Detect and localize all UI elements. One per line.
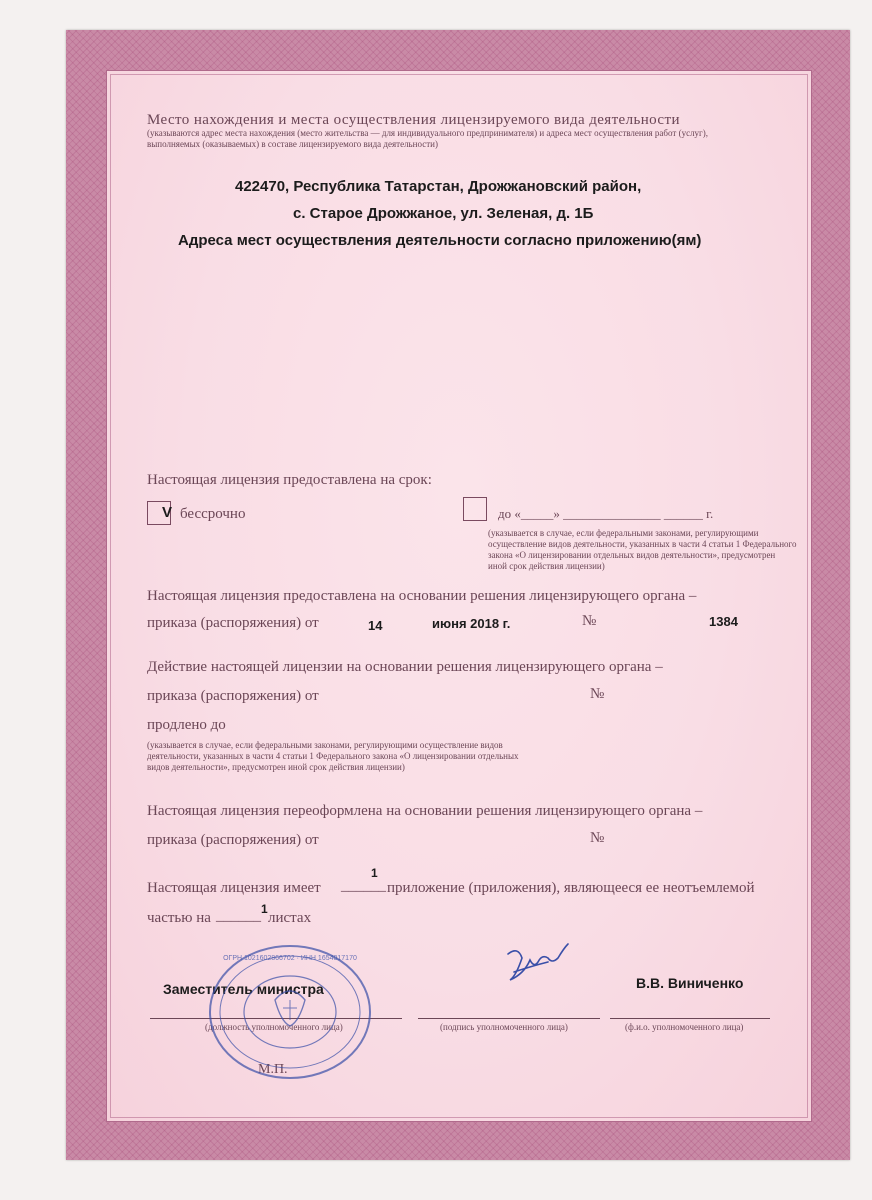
location-note-line2: выполняемых (оказываемых) в составе лицензируемого вида деятельности)	[147, 139, 438, 149]
until-note-line4: иной срок действия лицензии)	[488, 561, 605, 571]
location-title: Место нахождения и места осуществления лицензируемого вида деятельности	[147, 112, 680, 128]
appendix-sheets-blank: ______	[216, 908, 261, 924]
signature-line	[418, 1018, 600, 1019]
appendix-count-value: 1	[371, 866, 378, 880]
until-checkbox[interactable]	[463, 497, 487, 521]
extension-note-line3: видов деятельности», предусмотрен иной срок действия лицензии)	[147, 762, 405, 772]
extension-note-line2: деятельности, указанных в части 4 статьи 1 Федерального закона «О лицензировании отдельных	[147, 751, 519, 761]
reissue-title: Настоящая лицензия переоформлена на основании решения лицензирующего органа –	[147, 803, 703, 819]
location-note-line1: (указываются адрес места нахождения (место жительства — для индивидуального предпринимателя) и адреса мест осуществления работ (услуг),	[147, 128, 708, 138]
appendix-sheets-value: 1	[261, 902, 268, 916]
appendix-sheets-before: частью на	[147, 910, 211, 926]
term-title: Настоящая лицензия предоставлена на срок:	[147, 472, 432, 488]
appendix-text-before: Настоящая лицензия имеет	[147, 880, 321, 896]
reissue-number-sign: №	[590, 830, 605, 846]
signature-caption: (подпись уполномоченного лица)	[440, 1022, 568, 1032]
name-line	[610, 1018, 770, 1019]
extension-order-label: приказа (распоряжения) от	[147, 688, 319, 704]
basis-month-year: июня 2018 г.	[432, 616, 511, 631]
basis-title: Настоящая лицензия предоставлена на основании решения лицензирующего органа –	[147, 588, 697, 604]
until-note-line2: осуществление видов деятельности, указанных в части 4 статьи 1 Федерального	[488, 539, 797, 549]
handwritten-signature	[500, 942, 570, 992]
basis-day: 14	[368, 618, 383, 633]
basis-number: 1384	[709, 614, 738, 629]
signatory-name: В.В. Виниченко	[636, 975, 744, 991]
address-line2: с. Старое Дрожжаное, ул. Зеленая, д. 1Б	[293, 205, 594, 222]
name-caption: (ф.и.о. уполномоченного лица)	[625, 1022, 744, 1032]
extension-note-line1: (указывается в случае, если федеральными законами, регулирующими осуществление видов	[147, 740, 503, 750]
extension-number-sign: №	[590, 686, 605, 702]
address-line3: Адреса мест осуществления деятельности согласно приложению(ям)	[178, 232, 702, 249]
unlimited-check-mark: V	[162, 504, 173, 521]
reissue-order-label: приказа (распоряжения) от	[147, 832, 319, 848]
appendix-text-after: приложение (приложения), являющееся ее неотъемлемой	[387, 880, 755, 896]
seal-text: ОГРН 1021602866702 · ИНН 1654017170	[223, 955, 357, 962]
until-note-line3: закона «О лицензировании отдельных видов деятельности», предусмотрен	[488, 550, 776, 560]
seal-label: М.П.	[258, 1062, 288, 1077]
basis-order-label: приказа (распоряжения) от	[147, 615, 319, 631]
appendix-sheets-after: листах	[268, 910, 312, 926]
until-label: до «_____» _______________ ______ г.	[498, 506, 714, 521]
extension-title: Действие настоящей лицензии на основании решения лицензирующего органа –	[147, 659, 663, 675]
unlimited-label: бессрочно	[180, 506, 246, 522]
official-seal-stamp	[205, 942, 375, 1082]
extended-label: продлено до	[147, 717, 226, 733]
appendix-blank: ______	[341, 878, 386, 894]
position-caption: (должность уполномоченного лица)	[205, 1022, 343, 1032]
basis-number-sign: №	[582, 613, 597, 629]
address-line1: 422470, Республика Татарстан, Дрожжановский район,	[235, 178, 642, 195]
until-note-line1: (указывается в случае, если федеральными законами, регулирующими	[488, 528, 759, 538]
signatory-position: Заместитель министра	[163, 981, 324, 997]
